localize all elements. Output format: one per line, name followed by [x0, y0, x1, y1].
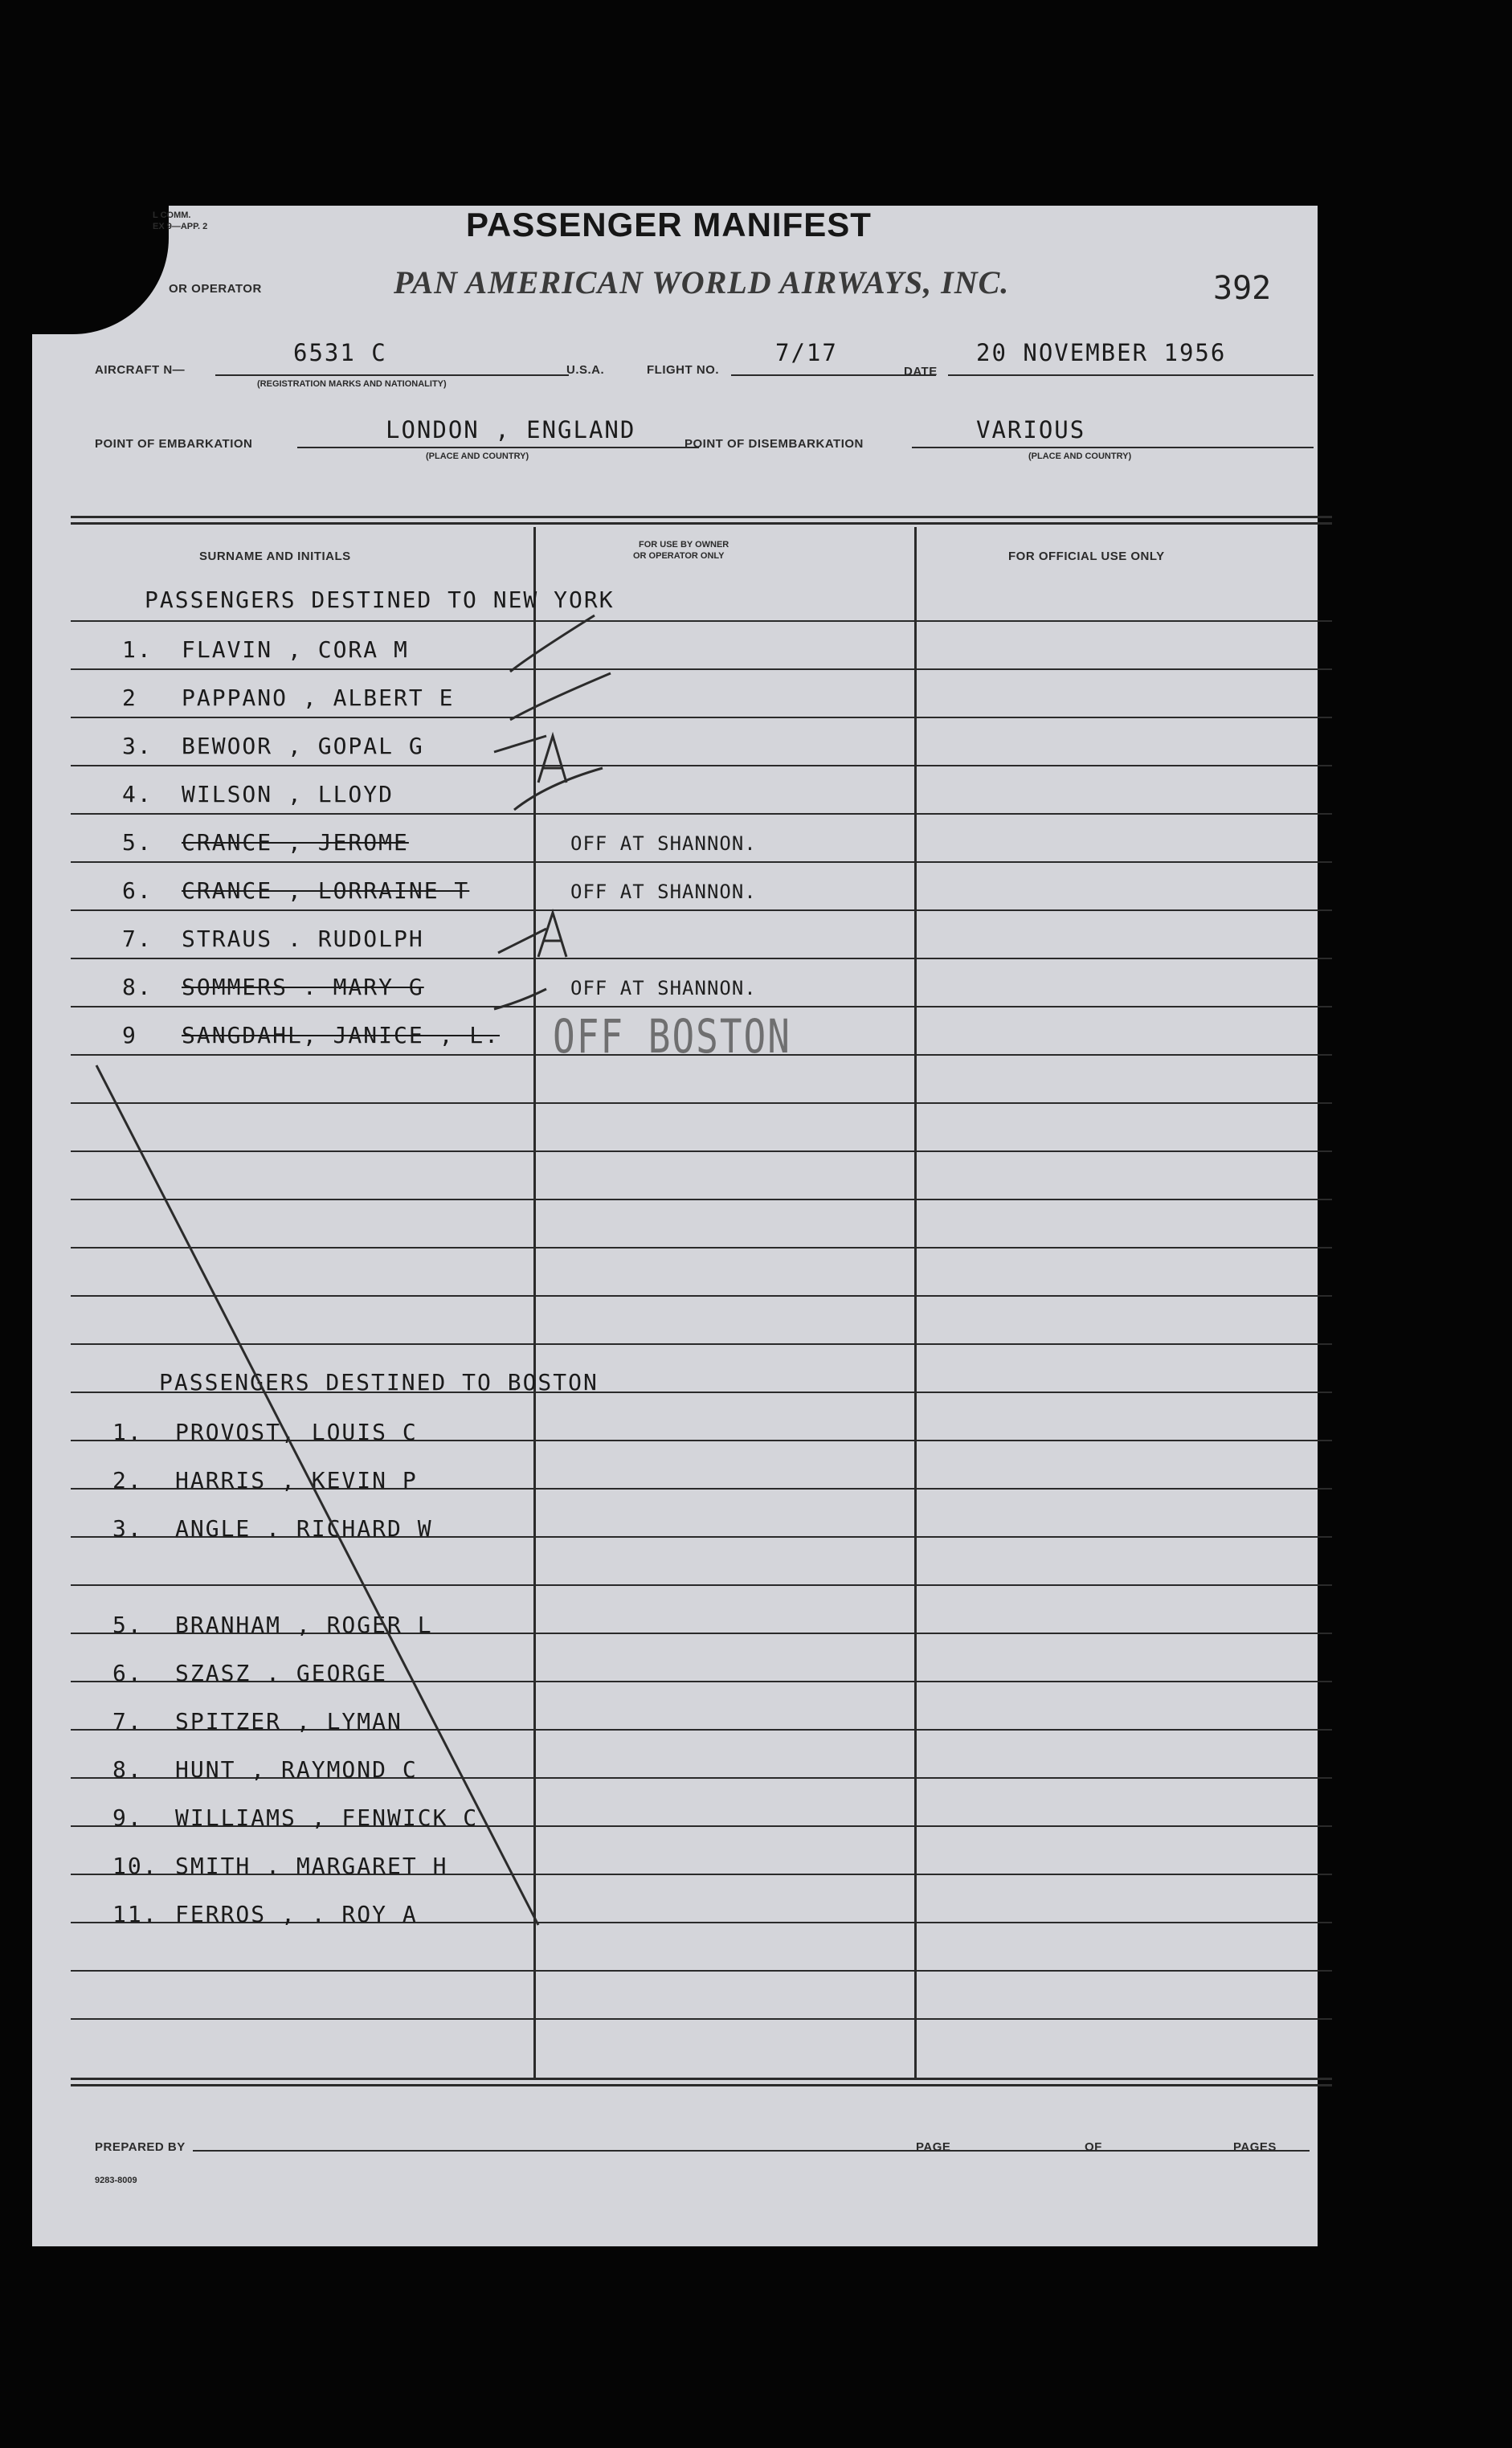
- tick-mark-8: [494, 989, 546, 1009]
- row-number: 5.: [112, 1612, 143, 1638]
- passenger-name: PAPPANO , ALBERT E: [182, 685, 455, 711]
- aircraft-value: 6531 C: [293, 339, 387, 366]
- passenger-name: WILSON , LLOYD: [182, 781, 394, 807]
- row-number: 10.: [112, 1853, 158, 1879]
- date-value: 20 NOVEMBER 1956: [976, 339, 1227, 366]
- check-mark-2: [510, 673, 611, 720]
- row-number: 5.: [122, 829, 153, 856]
- passenger-name: SMITH . MARGARET H: [175, 1853, 448, 1879]
- aircraft-label: AIRCRAFT N—: [95, 363, 186, 377]
- row-number: 9: [122, 1022, 137, 1048]
- prepared-by-label: PREPARED BY: [95, 2140, 186, 2154]
- disembark-sub: (PLACE AND COUNTRY): [1028, 452, 1132, 461]
- hand-marks: [32, 206, 1318, 2246]
- tick-mark-7: [498, 929, 546, 953]
- col-header-owner-1: FOR USE BY OWNER: [639, 540, 729, 550]
- check-mark-1: [510, 615, 595, 672]
- row-number: 9.: [112, 1804, 143, 1831]
- embark-value: LONDON , ENGLAND: [386, 416, 636, 443]
- page-label: PAGE: [916, 2140, 951, 2154]
- col-header-owner-2: OR OPERATOR ONLY: [633, 551, 725, 561]
- passenger-name: STRAUS . RUDOLPH: [182, 926, 424, 952]
- embark-label: POINT OF EMBARKATION: [95, 437, 253, 451]
- airline-name: PAN AMERICAN WORLD AIRWAYS, INC.: [394, 264, 1010, 300]
- section-heading-boston: PASSENGERS DESTINED TO BOSTON: [159, 1369, 599, 1396]
- flight-label: FLIGHT NO.: [647, 363, 719, 377]
- col-header-surname: SURNAME AND INITIALS: [199, 550, 351, 563]
- owner-label: OR OPERATOR: [169, 282, 262, 296]
- flight-value: 7/17: [775, 339, 838, 366]
- passenger-name: BEWOOR , GOPAL G: [182, 733, 424, 759]
- disembark-label: POINT OF DISEMBARKATION: [684, 437, 864, 451]
- disembark-value: VARIOUS: [976, 416, 1086, 443]
- row-number: 3.: [112, 1515, 143, 1542]
- passenger-name: SANGDAHL, JANICE , L.: [182, 1022, 501, 1048]
- passenger-name: PROVOST, LOUIS C: [175, 1419, 418, 1445]
- page-title: PASSENGER MANIFEST: [466, 206, 872, 243]
- a-mark-1: [538, 736, 566, 783]
- row-number: 3.: [122, 733, 153, 759]
- passenger-remark: OFF AT SHANNON.: [570, 977, 757, 999]
- passenger-name: SOMMERS . MARY G: [182, 974, 424, 1000]
- page-stamp-number: 392: [1213, 270, 1272, 307]
- passenger-name: ANGLE . RICHARD W: [175, 1515, 433, 1542]
- pages-label: PAGES: [1233, 2140, 1277, 2154]
- usa-label: U.S.A.: [566, 363, 605, 377]
- row-number: 2: [122, 685, 137, 711]
- passenger-name: HARRIS , KEVIN P: [175, 1467, 418, 1494]
- embark-sub: (PLACE AND COUNTRY): [426, 452, 529, 461]
- manifest-sheet: [32, 206, 1318, 2246]
- row-number: 6.: [122, 877, 153, 904]
- form-code: 9283-8009: [95, 2176, 137, 2185]
- date-label: DATE: [904, 365, 938, 378]
- passenger-remark: OFF AT SHANNON.: [570, 881, 757, 903]
- row-number: 2.: [112, 1467, 143, 1494]
- a-mark-2: [538, 913, 566, 957]
- form-id-line1: L COMM.: [153, 210, 191, 220]
- passenger-name: SPITZER , LYMAN: [175, 1708, 403, 1735]
- passenger-name: HUNT , RAYMOND C: [175, 1756, 418, 1783]
- row-number: 1.: [112, 1419, 143, 1445]
- row-number: 6.: [112, 1660, 143, 1686]
- passenger-name: BRANHAM , ROGER L: [175, 1612, 433, 1638]
- row-number: 11.: [112, 1901, 158, 1927]
- form-id-line2: EX 9—APP. 2: [153, 222, 208, 231]
- diagonal-strike: [96, 1065, 538, 1925]
- row-number: 7.: [112, 1708, 143, 1735]
- passenger-name: CRANCE , LORRAINE T: [182, 877, 470, 904]
- passenger-name: CRANCE , JEROME: [182, 829, 409, 856]
- passenger-name: SZASZ . GEORGE: [175, 1660, 388, 1686]
- row-number: 4.: [122, 781, 153, 807]
- row-number: 8.: [122, 974, 153, 1000]
- check-mark-3: [494, 736, 546, 752]
- aircraft-sub: (REGISTRATION MARKS AND NATIONALITY): [257, 379, 447, 389]
- row-number: 7.: [122, 926, 153, 952]
- passenger-name: FERROS , . ROY A: [175, 1901, 418, 1927]
- passenger-remark: OFF AT SHANNON.: [570, 832, 757, 855]
- col-header-official: FOR OFFICIAL USE ONLY: [1008, 550, 1165, 563]
- row-number: 8.: [112, 1756, 143, 1783]
- passenger-name: FLAVIN , CORA M: [182, 636, 409, 663]
- check-mark-4: [514, 768, 603, 810]
- of-label: OF: [1085, 2140, 1102, 2154]
- off-boston-stamp: OFF BOSTON: [553, 1009, 791, 1064]
- section-heading-new-york: PASSENGERS DESTINED TO NEW YORK: [145, 586, 615, 613]
- row-number: 1.: [122, 636, 153, 663]
- passenger-name: WILLIAMS , FENWICK C: [175, 1804, 479, 1831]
